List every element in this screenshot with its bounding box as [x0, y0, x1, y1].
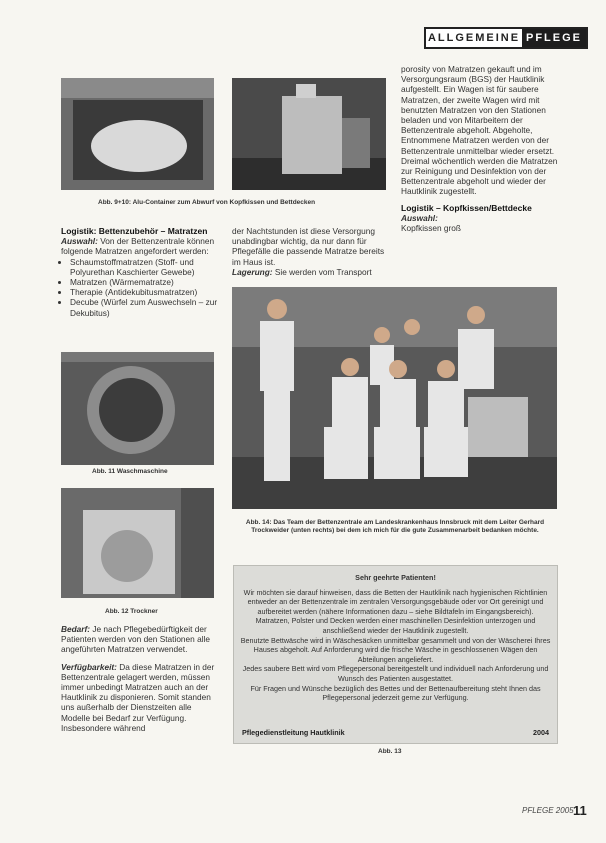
mattress-list — [61, 257, 219, 318]
photo-washing-machine — [61, 352, 214, 465]
bedarf-paragraph — [61, 624, 221, 655]
photo-container-pillows — [61, 78, 214, 190]
column-3-top — [401, 64, 559, 233]
notice-line: Jedes saubere Bett wird vom Pflegepersonal bereitgestellt und individuell nach Anforderung und Wunsch des Patienten ausgestattet. — [242, 664, 549, 683]
list-item: • Schaumstoffmatratzen (Stoff- und Polyurethan Kaschierter Gewebe) — [70, 257, 219, 277]
auswahl-paragraph — [61, 236, 219, 256]
column-1-bottom — [61, 624, 221, 733]
night-supply-text: der Nachtstunden ist diese Versorgung unabdingbar wichtig, da nur dann für Pflegefälle die passende Matratze bereits im Haus ist. — [232, 226, 385, 267]
column-1-top — [61, 226, 219, 318]
list-item: • Therapie (Antidekubitusmatratzen) — [70, 287, 219, 297]
verfuegbarkeit-text: Da diese Matratzen in der Bettenzentrale gelagert werden, müssen immer unbedingt Matratzen auch an der Hautklinik zu disponieren. Somit standen uns außerhalb der Dienstzeiten alle Modelle bei Bedarf zur Verfügung. Insbesondere während — [61, 661, 215, 733]
auswahl-label-2: Auswahl: — [401, 212, 438, 223]
lagerung-label: Lagerung: — [232, 266, 273, 277]
list-item: • Matratzen (Wärmematratze) — [70, 277, 219, 287]
auswahl-label: Auswahl: — [61, 236, 98, 247]
notice-line: Wir möchten sie darauf hinweisen, dass die Betten der Hautklinik nach hygienischen Richtlinien entweder an der Bettenzentrale im zentralen Versorgungsgebäude oder vor Ort gereinigt und aufbereitet werden (nähere Informationen dazu – siehe Bildtafeln im Eingangsbereich). — [243, 587, 548, 616]
notice-line: Benutzte Bettwäsche wird in Wäschesäcken unmittelbar gesammelt und von der Wäscherei Ihres Hauses abgeholt. Auf Anforderung wird die frische Wäsche in geschlossenen Wägen den Abteilungen angeliefert. — [240, 635, 551, 664]
photo-container-pillows-image — [61, 78, 214, 190]
patient-notice-box — [233, 565, 558, 744]
heading-kopfkissen: Logistik – Kopfkissen/Bettdecke — [401, 202, 532, 213]
dryer-image — [61, 488, 214, 598]
notice-signature: Pflegedienstleitung Hautklinik — [242, 728, 345, 737]
auswahl-text-2: Kopfkissen groß — [401, 223, 461, 234]
notice-line: Matratzen, Polster und Decken werden einer maschinellen Desinfektion unterzogen und anschließend wieder der Hautklinik zugestellt. — [255, 616, 536, 635]
section-label-highlight: PFLEGE — [522, 29, 586, 47]
issue-label: PFLEGE 2005 — [522, 806, 574, 815]
caption-abb11: Abb. 11 Waschmaschine — [92, 468, 168, 475]
caption-abb14: Abb. 14: Das Team der Bettenzentrale am Landeskrankenhaus Innsbruck mit dem Leiter Gerhard Trockweider (unten rechts) bei dem ich mich für die gute Zusammenarbeit bedanken möchte. — [245, 519, 545, 535]
photo-dryer — [61, 488, 214, 598]
column-2-top — [232, 226, 388, 277]
photo-team — [232, 287, 557, 509]
lagerung-paragraph — [232, 267, 388, 277]
auswahl-text: Von der Bettenzentrale können folgende Matratzen angefordert werden: — [61, 236, 215, 257]
verfuegbarkeit-label: Verfügbarkeit: — [61, 661, 117, 672]
notice-year: 2004 — [533, 728, 549, 737]
bedarf-label: Bedarf: — [61, 624, 91, 634]
section-label: ALLGEMEINE — [426, 29, 522, 47]
notice-line: Für Fragen und Wünsche bezüglich des Bettes und der Bettenaufbereitung steht Ihnen das Pflegepersonal jederzeit gerne zur Verfügung. — [250, 683, 541, 703]
caption-abb12: Abb. 12 Trockner — [105, 608, 158, 615]
page-number: 11 — [573, 803, 587, 818]
matratzen-transport-text: porosity von Matratzen gekauft und im Versorgungsraum (BGS) der Hautklinik aufgestellt. Ein Wagen ist für saubere Matratzen, der zweite Wagen wird mit benutzten Matratzen von den Stationen beladen und von Mitarbeitern der Bettenzentrale abgeholt. Abgeholte, Entnommene Matratzen werden von der Bettenzentrale unmittelbar wieder ersetzt. Dreimal wöchentlich werden die Matratzen zur Reinigung und Desinfektion von der Bettenzentrale abgeholt und wieder der Hautklinik zugestellt. — [401, 64, 558, 197]
notice-title: Sehr geehrte Patienten! — [355, 573, 436, 582]
caption-abb13: Abb. 13 — [378, 748, 402, 755]
photo-container-blankets — [232, 78, 386, 190]
washing-machine-image — [61, 352, 214, 465]
team-photo-image — [232, 287, 557, 509]
verfuegbarkeit-paragraph — [61, 662, 221, 733]
photo-container-blankets-image — [232, 78, 386, 190]
list-item: • Decube (Würfel zum Auswechseln – zur Dekubitus) — [70, 297, 219, 317]
caption-abb9-10: Abb. 9+10: Alu-Container zum Abwurf von Kopfkissen und Bettdecken — [98, 199, 316, 206]
section-header — [424, 27, 588, 49]
lagerung-text: Sie werden vom Transport — [274, 266, 372, 277]
heading-matratzen: Logistik: Bettenzubehör – Matratzen — [61, 226, 208, 236]
bedarf-text: Je nach Pflegebedürftigkeit der Patienten werden von den Stationen alle angeführten Matratzen verwendet. — [61, 624, 210, 655]
